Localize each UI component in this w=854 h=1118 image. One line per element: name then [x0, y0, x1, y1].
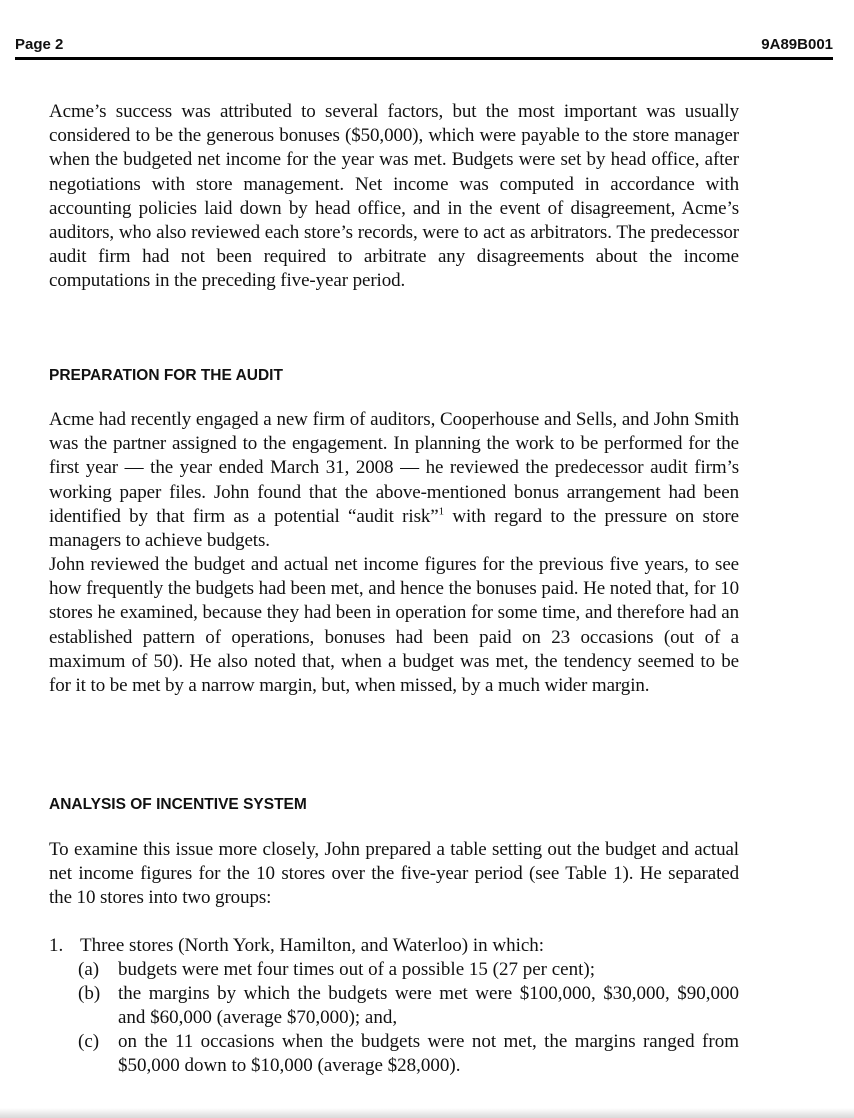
sub-item-text: the margins by which the budgets were met were $100,000, $30,000, $90,000 and $60,000 (average $70,000); and, [118, 983, 739, 1029]
list-item-number: 1. [49, 935, 64, 956]
paragraph-budget-review: John reviewed the budget and actual net income figures for the previous five years, to see how frequently the budgets had been met, and hence the bonuses paid. He noted that, for 10 stores he examined, because they had been in operation for some time, and therefore had an established pattern of operations, bonuses had been paid on 23 occasions (out of a maximum of 50). He also noted that, when a budget was met, the tendency seemed to be for it to be met by a narrow margin, but, when missed, by a much wider margin. [49, 554, 739, 697]
footnote-marker: 1 [438, 505, 445, 518]
sub-item-label: (c) [78, 1031, 100, 1052]
page-number: Page 2 [15, 36, 64, 53]
header-divider [15, 57, 833, 60]
list-item-text: Three stores (North York, Hamilton, and Waterloo) in which: [80, 935, 545, 956]
section-heading-preparation: PREPARATION FOR THE AUDIT [49, 367, 283, 384]
document-code: 9A89B001 [761, 36, 833, 53]
paragraph-preparation-text-2: with regard to the pressure on store managers to achieve budgets. [49, 505, 739, 552]
viewer-bottom-edge [0, 1108, 854, 1118]
paragraph-preparation [49, 408, 739, 553]
section-heading-analysis: ANALYSIS OF INCENTIVE SYSTEM [49, 796, 307, 813]
paragraph-acme-success: Acme’s success was attributed to several factors, but the most important was usually considered to be the generous bonuses ($50,000), which were payable to the store manager when the budgeted net income for the year was met. Budgets were set by head office, after negotiations with store management. Net income was computed in accordance with accounting policies laid down by head office, and in the event of disagreement, Acme’s auditors, who also reviewed each store’s records, were to act as arbitrators. The predecessor audit firm had not been required to arbitrate any disagreements about the income computations in the preceding five-year period. [49, 101, 739, 292]
paragraph-analysis: To examine this issue more closely, John prepared a table setting out the budget and actual net income figures for the 10 stores over the five-year period (see Table 1). He separated the 10 stores into two groups: [49, 839, 739, 909]
paragraph-preparation-text-1: Acme had recently engaged a new firm of auditors, Cooperhouse and Sells, and John Smith was the partner assigned to the engagement. In planning the work to be performed for the first year — the year ended March 31, 2008 — he reviewed the predecessor audit firm’s working paper files. John found that the above-mentioned bonus arrangement had been identified by that firm as a potential “audit risk” [49, 409, 739, 527]
sub-item-text: budgets were met four times out of a possible 15 (27 per cent); [118, 959, 595, 980]
sub-item-label: (a) [78, 959, 100, 980]
sub-item-text: on the 11 occasions when the budgets were not met, the margins ranged from $50,000 down to $10,000 (average $28,000). [118, 1031, 739, 1077]
sub-item-label: (b) [78, 983, 101, 1004]
page-header [15, 36, 833, 58]
